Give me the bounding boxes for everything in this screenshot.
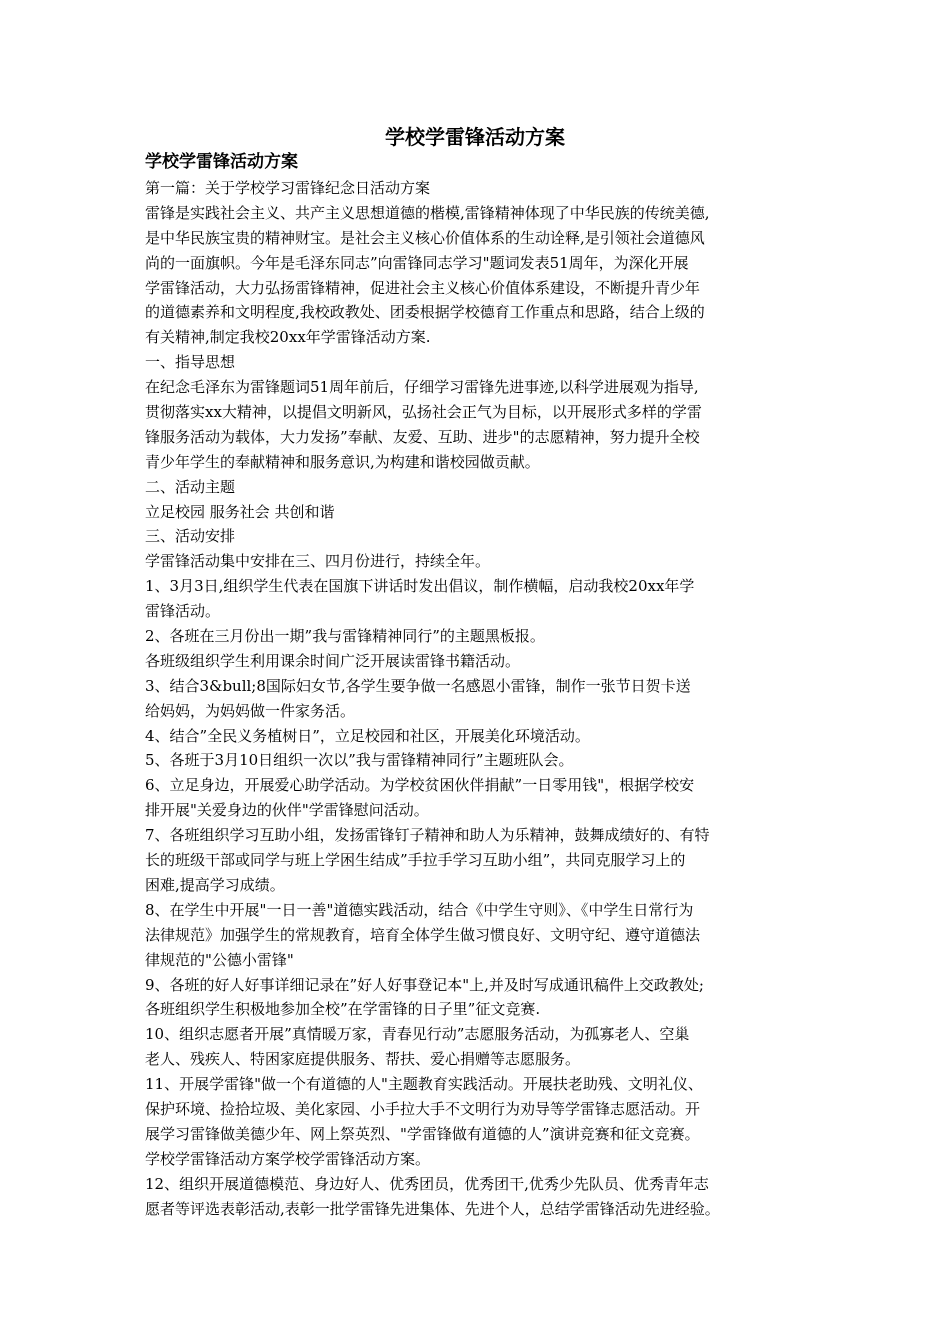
text-line: 1、3月3日,组织学生代表在国旗下讲话时发出倡议，制作横幅，启动我校20xx年学 xyxy=(145,577,695,596)
text-line: 三、活动安排 xyxy=(145,527,236,546)
text-line: 第一篇：关于学校学习雷锋纪念日活动方案 xyxy=(145,179,431,197)
document-subtitle: 学校学雷锋活动方案 xyxy=(145,152,298,172)
text-line: 学校学雷锋活动方案学校学雷锋活动方案。 xyxy=(145,1149,431,1168)
text-line: 2、各班在三月份出一期”我与雷锋精神同行”的主题黑板报。 xyxy=(145,627,545,646)
text-line: 困难,提高学习成绩。 xyxy=(145,875,285,894)
text-line: 法律规范》加强学生的常规教育，培育全体学生做习惯良好、文明守纪、遵守道德法 xyxy=(145,925,701,944)
text-line: 立足校园 服务社会 共创和谐 xyxy=(145,502,335,521)
text-line: 锋服务活动为载体，大力发扬”奉献、友爱、互助、进步"的志愿精神，努力提升全校 xyxy=(145,427,700,446)
text-line: 各班级组织学生利用课余时间广泛开展读雷锋书籍活动。 xyxy=(145,651,521,670)
text-line: 给妈妈，为妈妈做一件家务活。 xyxy=(145,701,356,720)
text-line: 有关精神,制定我校20xx年学雷锋活动方案. xyxy=(145,328,431,347)
text-line: 12、组织开展道德模范、身边好人、优秀团员，优秀团干,优秀少先队员、优秀青年志 xyxy=(145,1174,709,1193)
text-line: 贯彻落实xx大精神，以提倡文明新风，弘扬社会正气为目标，以开展形式多样的学雷 xyxy=(145,403,702,422)
text-line: 长的班级干部或同学与班上学困生结成”手拉手学习互助小组”，共同克服学习上的 xyxy=(145,851,686,870)
text-line: 的道德素养和文明程度,我校政教处、团委根据学校德育工作重点和思路，结合上级的 xyxy=(145,303,705,322)
document-title: 学校学雷锋活动方案 xyxy=(385,125,565,149)
text-line: 二、活动主题 xyxy=(145,477,236,496)
document-body xyxy=(145,148,825,1221)
text-line: 雷锋活动。 xyxy=(145,602,221,621)
text-line: 各班组织学生积极地参加全校”在学雷锋的日子里”征文竞赛. xyxy=(145,1000,541,1019)
text-line: 雷锋是实践社会主义、共产主义思想道德的楷模,雷锋精神体现了中华民族的传统美德, xyxy=(145,203,710,222)
text-line: 6、立足身边，开展爱心助学活动。为学校贫困伙伴捐献”一日零用钱"，根据学校安 xyxy=(145,776,695,795)
text-line: 是中华民族宝贵的精神财宝。是社会主义核心价值体系的生动诠释,是引领社会道德风 xyxy=(145,228,705,247)
text-line: 10、组织志愿者开展”真情暖万家，青春见行动”志愿服务活动，为孤寡老人、空巢 xyxy=(145,1025,690,1044)
text-line: 青少年学生的奉献精神和服务意识,为构建和谐校园做贡献。 xyxy=(145,452,540,471)
text-line: 律规范的"公德小雷锋" xyxy=(145,950,294,969)
text-line: 愿者等评选表彰活动,表彰一批学雷锋先进集体、先进个人，总结学雷锋活动先进经验。 xyxy=(145,1199,720,1218)
text-line: 7、各班组织学习互助小组，发扬雷锋钉子精神和助人为乐精神，鼓舞成绩好的、有特 xyxy=(145,826,710,845)
text-line: 11、开展学雷锋"做一个有道德的人"主题教育实践活动。开展扶老助残、文明礼仪、 xyxy=(145,1075,703,1094)
text-line: 排开展"关爱身边的伙伴"学雷锋慰问活动。 xyxy=(145,801,429,820)
text-line: 8、在学生中开展"一日一善"道德实践活动，结合《中学生守则》、《中学生日常行为 xyxy=(145,900,694,919)
text-line: 一、指导思想 xyxy=(145,353,236,372)
text-line: 5、各班于3月10日组织一次以”我与雷锋精神同行”主题班队会。 xyxy=(145,751,574,770)
text-line: 学雷锋活动集中安排在三、四月份进行，持续全年。 xyxy=(145,552,491,571)
text-line: 老人、残疾人、特困家庭提供服务、帮扶、爱心捐赠等志愿服务。 xyxy=(145,1050,581,1069)
text-line: 3、结合3&bull;8国际妇女节,各学生要争做一名感恩小雷锋，制作一张节日贺卡送 xyxy=(145,676,691,695)
text-line: 在纪念毛泽东为雷锋题词51周年前后，仔细学习雷锋先进事迹,以科学进展观为指导, xyxy=(145,378,699,397)
text-line: 9、各班的好人好事详细记录在”好人好事登记本"上,并及时写成通讯稿件上交政教处; xyxy=(145,975,704,994)
text-line: 尚的一面旗帜。今年是毛泽东同志”向雷锋同志学习"题词发表51周年，为深化开展 xyxy=(145,253,689,272)
text-line: 4、结合”全民义务植树日”，立足校园和社区，开展美化环境活动。 xyxy=(145,726,590,745)
paragraph-lines xyxy=(145,176,825,1221)
text-line: 保护环境、捡拾垃圾、美化家园、小手拉大手不文明行为劝导等学雷锋志愿活动。开 xyxy=(145,1099,701,1118)
text-line: 展学习雷锋做美德少年、网上祭英烈、"学雷锋做有道德的人”演讲竞赛和征文竞赛。 xyxy=(145,1124,700,1143)
text-line: 学雷锋活动，大力弘扬雷锋精神，促进社会主义核心价值体系建设，不断提升青少年 xyxy=(145,278,701,297)
